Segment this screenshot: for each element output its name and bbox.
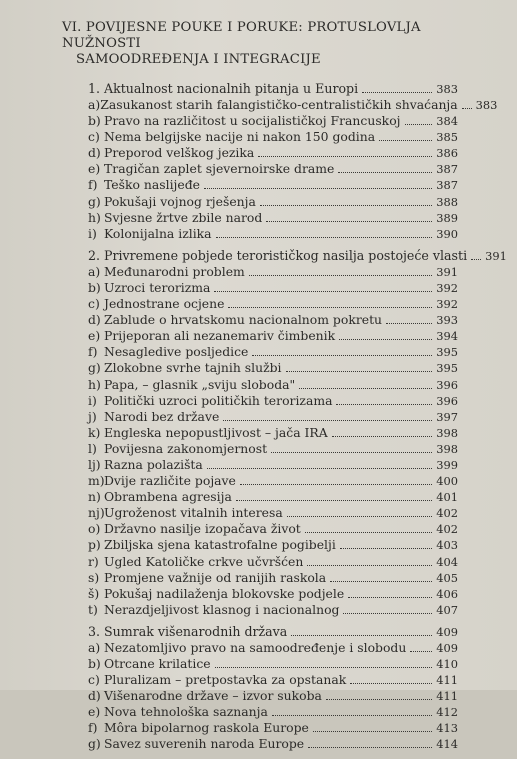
entry-title: Ugroženost vitalnih interesa (104, 505, 283, 521)
page-number: 413 (436, 721, 458, 736)
entry-letter: d) (88, 688, 101, 704)
dot-leader (249, 275, 432, 276)
dot-leader (240, 484, 432, 485)
dot-leader (386, 323, 432, 324)
dot-leader (332, 436, 433, 437)
entry-title: Pokušaji vojnog rješenja (104, 193, 256, 209)
dot-leader (362, 92, 432, 93)
toc-entry (88, 344, 458, 360)
entry-letter: k) (88, 424, 101, 440)
entry-letter: t) (88, 601, 98, 617)
dot-leader (350, 683, 432, 684)
toc-entry (88, 554, 458, 570)
page-number: 398 (436, 425, 458, 440)
page-number: 384 (436, 114, 458, 129)
toc-entry (88, 704, 458, 720)
toc-entry (88, 521, 458, 537)
entry-title: Preporod velškog jezika (104, 145, 255, 161)
entry-letter: a) (88, 639, 101, 655)
chapter-title-line-1: VI. POVIJESNE POUKE I PORUKE: PROTUSLOVLJA NUŽNOSTI (62, 20, 421, 51)
dot-leader (313, 731, 432, 732)
entry-title: Povijesna zakonomjernost (104, 440, 268, 456)
toc-entry (88, 113, 458, 129)
page-number: 409 (436, 624, 458, 639)
section-heading (88, 81, 458, 97)
section-heading (88, 624, 458, 640)
toc-entry (88, 161, 458, 177)
page-number: 404 (436, 554, 458, 569)
entry-title: Zasukanost starih falangističko-centralističkih shvaćanja (100, 97, 458, 112)
entry-letter: b) (88, 656, 101, 671)
page-number: 400 (436, 474, 458, 489)
entry-letter: r) (88, 553, 99, 569)
entry-letter: c) (88, 296, 100, 312)
entry-title: Pluralizam – pretpostavka za opstanak (104, 672, 347, 688)
toc-entry (88, 656, 458, 672)
toc-entry (88, 264, 458, 280)
entry-letter: h) (88, 209, 101, 225)
page-number: 392 (436, 297, 458, 312)
dot-leader (308, 747, 432, 748)
toc-entry (88, 97, 498, 113)
dot-leader (223, 420, 432, 421)
page-number: 409 (436, 640, 458, 655)
entry-title: Obrambena agresija (104, 489, 232, 505)
dot-leader (271, 452, 432, 453)
page-number: 402 (436, 522, 458, 537)
entry-title: Međunarodni problem (104, 263, 245, 279)
page-number: 398 (436, 441, 458, 456)
entry-title: Zablude o hrvatskomu nacionalnom pokretu (104, 312, 383, 328)
entry-title: Tragičan zaplet sjevernoirske drame (104, 161, 335, 177)
dot-leader (330, 581, 432, 582)
section-heading (88, 247, 507, 264)
entry-letter: b) (88, 279, 101, 295)
dot-leader (204, 188, 432, 189)
entry-letter: f) (88, 177, 98, 193)
toc-entry (88, 280, 458, 296)
toc-entry (88, 210, 458, 226)
toc-entry (88, 226, 458, 242)
sections-container (58, 81, 507, 753)
entry-title: Nema belgijske nacije ni nakon 150 godina (104, 129, 376, 145)
page-number: 383 (475, 98, 498, 112)
page-number: 397 (436, 409, 458, 424)
entry-letter: d) (88, 312, 101, 328)
page-number: 383 (436, 82, 458, 96)
entry-title: Nesagledive posljedice (104, 344, 249, 360)
entry-title: Zbiljska sjena katastrofalne pogibelji (104, 537, 336, 553)
entry-title: Savez suverenih naroda Europe (104, 736, 305, 752)
entry-letter: g) (88, 736, 101, 752)
dot-leader (291, 635, 432, 636)
entry-title: Državno nasilje izopačava život (104, 521, 301, 537)
entry-title: Ugled Katoličke crkve učvršćen (104, 553, 304, 569)
entry-title: Engleska nepopustljivost – jača IRA (104, 424, 328, 440)
page-number: 391 (485, 248, 507, 263)
chapter-title-line-2: SAMOODREĐENJA I INTEGRACIJE (76, 52, 321, 67)
entry-title: Otrcane krilatice (104, 656, 211, 671)
page-number: 387 (436, 162, 458, 177)
dot-leader (236, 500, 432, 501)
page-number: 412 (436, 705, 458, 720)
entry-letter: c) (88, 672, 100, 688)
page-number: 391 (436, 264, 458, 279)
entry-letter: a) (88, 97, 101, 112)
dot-leader (299, 388, 432, 389)
page-number: 396 (436, 377, 458, 392)
section-title: 3. Sumrak višenarodnih država (88, 623, 288, 639)
dot-leader (286, 371, 433, 372)
entry-letter: g) (88, 360, 101, 376)
entry-title: Politički uzroci političkih terorizama (104, 392, 333, 408)
toc-section (58, 624, 458, 753)
dot-leader (405, 124, 433, 125)
entry-title: Jednostrane ocjene (104, 296, 225, 312)
page-number: 385 (436, 130, 458, 145)
page-number: 411 (436, 673, 458, 688)
dot-leader (338, 172, 432, 173)
toc-entry (88, 505, 458, 521)
entry-title: Kolonijalna izlika (104, 225, 212, 241)
entry-title: Dvije različite pojave (104, 473, 236, 489)
dot-leader (340, 548, 432, 549)
page-number: 406 (436, 586, 458, 601)
chapter-title (62, 20, 458, 68)
toc-entry (88, 194, 458, 210)
page-number: 403 (436, 538, 458, 553)
dot-leader (207, 468, 432, 469)
entry-title: Promjene važnije od ranijih raskola (104, 569, 327, 585)
entry-title: Višenarodne države – izvor sukoba (104, 688, 322, 704)
entry-letter: l) (88, 440, 97, 456)
entry-title: Narodi bez države (104, 408, 220, 424)
page-number: 392 (436, 280, 458, 295)
entry-letter: h) (88, 376, 101, 392)
entry-letter: n) (88, 489, 101, 505)
toc-section (58, 81, 498, 242)
dot-leader (266, 221, 432, 222)
entry-letter: a) (88, 263, 101, 279)
toc-entry (88, 177, 458, 193)
section-title: 2. Privremene pobjede terorističkog nasilja postojeće vlasti (88, 247, 468, 263)
page-number: 401 (436, 490, 458, 505)
entry-letter: c) (88, 129, 100, 145)
entry-letter: d) (88, 145, 101, 161)
entry-title: Môra bipolarnog raskola Europe (104, 720, 309, 736)
entry-title: Razna polazišta (104, 456, 203, 472)
toc-section (58, 247, 507, 618)
entry-letter: i) (88, 392, 97, 408)
page-number: 407 (436, 602, 458, 617)
entry-letter: š) (88, 585, 100, 601)
dot-leader (287, 516, 433, 517)
entry-letter: o) (88, 521, 101, 537)
entry-title: Svjesne žrtve zbile narod (104, 209, 263, 225)
entry-title: Nerazdjeljivost klasnog i nacionalnog (104, 601, 340, 617)
page-number: 399 (436, 457, 458, 472)
dot-leader (379, 140, 432, 141)
dot-leader (272, 715, 432, 716)
page-number: 390 (436, 226, 458, 241)
section-title: 1. Aktualnost nacionalnih pitanja u Europi (88, 81, 359, 96)
toc-entry (88, 425, 458, 441)
page-number: 405 (436, 570, 458, 585)
page-number: 414 (436, 737, 458, 752)
toc-entry (88, 602, 458, 618)
page-number: 395 (436, 361, 458, 376)
entry-letter: p) (88, 537, 101, 553)
dot-leader (260, 205, 432, 206)
toc-entry (88, 145, 458, 161)
entry-title: Pravo na različitost u socijalističkoj Francuskoj (104, 113, 401, 129)
entry-letter: g) (88, 193, 101, 209)
entry-title: Teško naslijeđe (104, 177, 200, 193)
page-number: 394 (436, 329, 458, 344)
dot-leader (307, 565, 432, 566)
page-number: 386 (436, 146, 458, 161)
toc-entry (88, 409, 458, 425)
dot-leader (326, 699, 432, 700)
entry-letter: e) (88, 704, 101, 720)
entry-title: Zlokobne svrhe tajnih službi (104, 360, 282, 376)
dot-leader (348, 597, 432, 598)
entry-letter: j) (88, 408, 97, 424)
dot-leader (343, 613, 432, 614)
dot-leader (252, 355, 432, 356)
dot-leader (339, 339, 432, 340)
toc-entry (88, 537, 458, 553)
dot-leader (336, 404, 432, 405)
page-number: 396 (436, 393, 458, 408)
dot-leader (410, 651, 432, 652)
toc-entry (88, 129, 458, 145)
dot-leader (462, 108, 472, 109)
entry-letter: f) (88, 720, 98, 736)
entry-title: Nezatomljivo pravo na samoodređenje i slobodu (104, 639, 407, 655)
entry-letter: e) (88, 161, 101, 177)
entry-letter: m) (88, 473, 105, 489)
entry-title: Nova tehnološka saznanja (104, 704, 268, 720)
toc-entry (88, 640, 458, 656)
dot-leader (215, 667, 433, 668)
toc-entry (88, 688, 458, 704)
toc-entry (88, 736, 458, 752)
entry-letter: b) (88, 113, 101, 129)
page-number: 393 (436, 313, 458, 328)
dot-leader (258, 156, 432, 157)
dot-leader (214, 291, 432, 292)
dot-leader (216, 237, 433, 238)
page-number: 387 (436, 178, 458, 193)
entry-title: Uzroci terorizma (104, 279, 211, 295)
dot-leader (471, 259, 481, 260)
toc-entry (88, 393, 458, 409)
page-number: 402 (436, 506, 458, 521)
dot-leader (305, 532, 432, 533)
entry-letter: s) (88, 569, 100, 585)
toc-entry (88, 473, 458, 489)
toc-entry (88, 296, 458, 312)
toc-entry (88, 672, 458, 688)
entry-title: Pokušaj nadilaženja blokovske podjele (104, 585, 345, 601)
entry-title: Prijeporan ali nezanemariv čimbenik (104, 328, 336, 344)
page-number: 389 (436, 210, 458, 225)
toc-entry (88, 360, 458, 376)
toc-entry (88, 570, 458, 586)
toc-entry (88, 328, 458, 344)
page-number: 411 (436, 689, 458, 704)
entry-title: Papa, – glasnik „sviju sloboda" (104, 376, 296, 392)
toc-entry (88, 457, 458, 473)
toc-entry (88, 489, 458, 505)
entry-letter: i) (88, 225, 97, 241)
page-number: 410 (436, 657, 458, 671)
dot-leader (228, 307, 432, 308)
toc-entry (88, 586, 458, 602)
entry-letter: nj) (88, 505, 105, 521)
entry-letter: f) (88, 344, 98, 360)
toc-entry (88, 441, 458, 457)
table-of-contents (58, 20, 507, 759)
entry-letter: e) (88, 328, 101, 344)
page-number: 388 (436, 194, 458, 209)
page-number: 395 (436, 345, 458, 360)
toc-entry (88, 312, 458, 328)
toc-entry (88, 720, 458, 736)
entry-letter: lj) (88, 456, 101, 472)
toc-entry (88, 377, 458, 393)
